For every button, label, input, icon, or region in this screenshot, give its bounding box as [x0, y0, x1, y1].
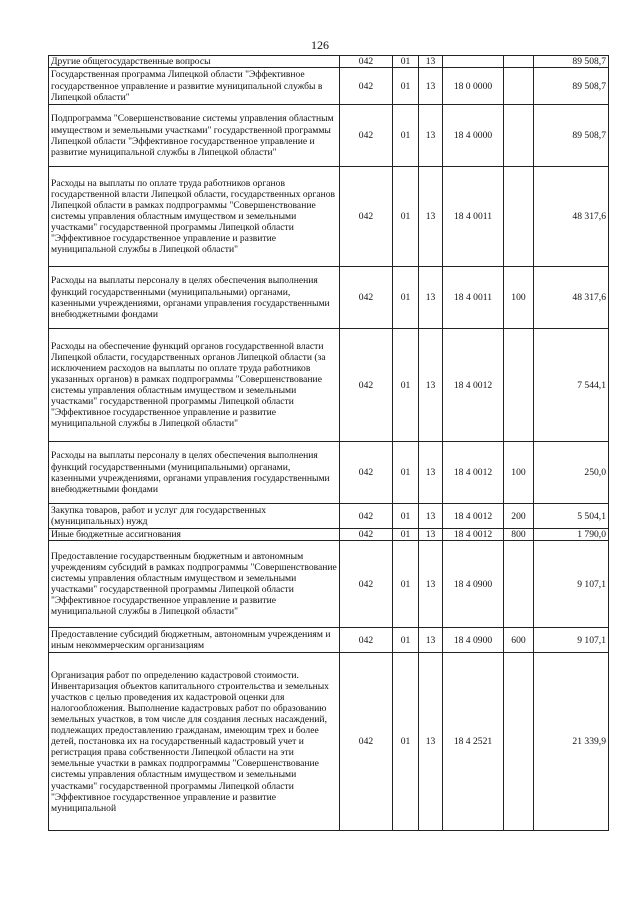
row-code: 042 [340, 56, 393, 68]
row-amount: 89 508,7 [534, 105, 609, 167]
table-row [49, 529, 609, 541]
row-subsection: 13 [419, 68, 443, 105]
row-name: Расходы на выплаты по оплате труда работников органов государственной власти Липецкой области, государственных органов Липецкой области в рамках подпрограммы "Совершенствование системы управления областным имуществом и земельными участками" государственной программы Липецкой области "Эффективное государственное управление и развитие муниципальной службы в Липецкой области" [49, 167, 340, 267]
row-amount: 1 790,0 [534, 529, 609, 541]
row-type [504, 56, 534, 68]
row-type [504, 68, 534, 105]
row-target: 18 4 2521 [443, 653, 504, 831]
row-type [504, 105, 534, 167]
row-code: 042 [340, 653, 393, 831]
row-target: 18 0 0000 [443, 68, 504, 105]
row-name: Предоставление субсидий бюджетным, автономным учреждениям и иным некоммерческим организациям [49, 628, 340, 653]
row-type [504, 167, 534, 267]
row-subsection: 13 [419, 529, 443, 541]
row-section: 01 [393, 529, 419, 541]
row-section: 01 [393, 105, 419, 167]
row-code: 042 [340, 167, 393, 267]
row-target: 18 4 0000 [443, 105, 504, 167]
row-amount: 48 317,6 [534, 267, 609, 329]
page-number: 126 [311, 38, 329, 52]
row-section: 01 [393, 541, 419, 628]
row-section: 01 [393, 56, 419, 68]
row-subsection: 13 [419, 442, 443, 504]
row-section: 01 [393, 653, 419, 831]
row-code: 042 [340, 628, 393, 653]
row-amount: 9 107,1 [534, 541, 609, 628]
row-amount: 9 107,1 [534, 628, 609, 653]
row-name: Расходы на выплаты персоналу в целях обеспечения выполнения функций государственными (муниципальными) органами, казенными учреждениями, органами управления государственными внебюджетными фондами [49, 442, 340, 504]
row-code: 042 [340, 267, 393, 329]
row-amount: 7 544,1 [534, 329, 609, 442]
row-code: 042 [340, 105, 393, 167]
row-amount: 48 317,6 [534, 167, 609, 267]
row-section: 01 [393, 504, 419, 529]
row-type [504, 541, 534, 628]
row-type: 600 [504, 628, 534, 653]
row-target: 18 4 0012 [443, 329, 504, 442]
row-target: 18 4 0012 [443, 529, 504, 541]
row-type [504, 653, 534, 831]
row-code: 042 [340, 541, 393, 628]
row-subsection: 13 [419, 628, 443, 653]
table-row [49, 442, 609, 504]
row-subsection: 13 [419, 329, 443, 442]
table-row [49, 167, 609, 267]
row-name: Расходы на выплаты персоналу в целях обеспечения выполнения функций государственными (муниципальными) органами, казенными учреждениями, органами управления государственными внебюджетными фондами [49, 267, 340, 329]
row-code: 042 [340, 442, 393, 504]
row-target: 18 4 0012 [443, 442, 504, 504]
row-code: 042 [340, 504, 393, 529]
row-section: 01 [393, 329, 419, 442]
row-target: 18 4 0900 [443, 628, 504, 653]
table-row [49, 329, 609, 442]
row-subsection: 13 [419, 504, 443, 529]
row-target: 18 4 0012 [443, 504, 504, 529]
row-type [504, 329, 534, 442]
row-type: 100 [504, 267, 534, 329]
row-type: 200 [504, 504, 534, 529]
row-amount: 89 508,7 [534, 56, 609, 68]
row-name: Государственная программа Липецкой области "Эффективное государственное управление и развитие муниципальной службы в Липецкой области" [49, 68, 340, 105]
table-row [49, 56, 609, 68]
row-type: 800 [504, 529, 534, 541]
row-amount: 5 504,1 [534, 504, 609, 529]
table-row [49, 653, 609, 831]
row-target: 18 4 0011 [443, 167, 504, 267]
row-subsection: 13 [419, 267, 443, 329]
table-row [49, 267, 609, 329]
row-amount: 250,0 [534, 442, 609, 504]
row-name: Другие общегосударственные вопросы [49, 56, 340, 68]
row-name: Иные бюджетные ассигнования [49, 529, 340, 541]
row-name: Организация работ по определению кадастровой стоимости. Инвентаризация объектов капитального строительства и земельных участков с целью проведения их кадастровой оценки для налогообложения. Выполнение кадастровых работ по образованию земельных участков, в том числе для создания лесных насаждений, подлежащих предоставлению гражданам, имеющим трех и более детей, постановка их на государственный кадастровый учет и регистрация права собственности Липецкой области на эти земельные участки в рамках подпрограммы "Совершенствование системы управления областным имуществом и земельными участками" государственной программы Липецкой области "Эффективное государственное управление и развитие муниципальной [49, 653, 340, 831]
row-target [443, 56, 504, 68]
table-row [49, 504, 609, 529]
table-row [49, 541, 609, 628]
row-name: Расходы на обеспечение функций органов государственной власти Липецкой области, государственных органов Липецкой области (за исключением расходов на выплаты по оплате труда работников указанных органов) в рамках подпрограммы "Совершенствование системы управления областным имуществом и земельными участками" государственной программы Липецкой области "Эффективное государственное управление и развитие муниципальной службы в Липецкой области" [49, 329, 340, 442]
row-subsection: 13 [419, 167, 443, 267]
row-name: Подпрограмма "Совершенствование системы управления областным имуществом и земельными участками" государственной программы Липецкой области "Эффективное государственное управление и развитие муниципальной службы в Липецкой области" [49, 105, 340, 167]
row-section: 01 [393, 442, 419, 504]
row-section: 01 [393, 167, 419, 267]
row-amount: 21 339,9 [534, 653, 609, 831]
row-target: 18 4 0900 [443, 541, 504, 628]
table-row [49, 68, 609, 105]
table-row [49, 628, 609, 653]
row-subsection: 13 [419, 56, 443, 68]
row-code: 042 [340, 329, 393, 442]
row-section: 01 [393, 68, 419, 105]
row-target: 18 4 0011 [443, 267, 504, 329]
row-subsection: 13 [419, 105, 443, 167]
row-name: Закупка товаров, работ и услуг для государственных (муниципальных) нужд [49, 504, 340, 529]
row-type: 100 [504, 442, 534, 504]
row-section: 01 [393, 628, 419, 653]
row-subsection: 13 [419, 653, 443, 831]
row-section: 01 [393, 267, 419, 329]
row-code: 042 [340, 68, 393, 105]
table-row [49, 105, 609, 167]
budget-table [48, 55, 609, 831]
row-subsection: 13 [419, 541, 443, 628]
row-name: Предоставление государственным бюджетным и автономным учреждениям субсидий в рамках подпрограммы "Совершенствование системы управления областным имуществом и земельными участками" государственной программы Липецкой области "Эффективное государственное управление и развитие муниципальной службы в Липецкой области" [49, 541, 340, 628]
row-code: 042 [340, 529, 393, 541]
row-amount: 89 508,7 [534, 68, 609, 105]
